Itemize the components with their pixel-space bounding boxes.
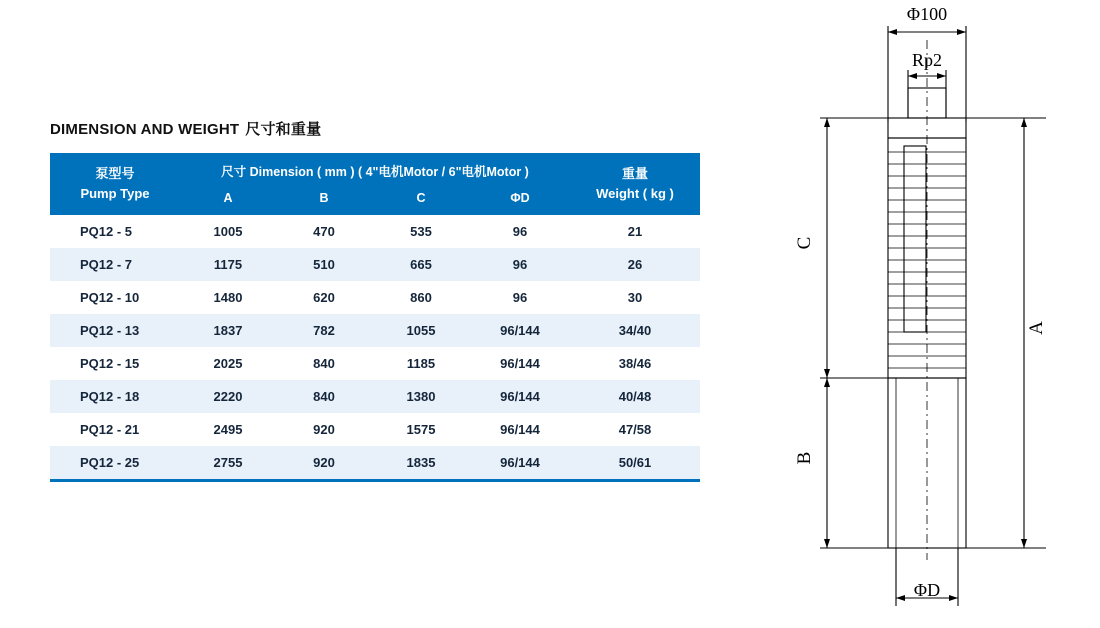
page-title-en: DIMENSION AND WEIGHT (50, 121, 240, 138)
column-header-dimension-group: 尺寸 Dimension ( mm ) ( 4"电机Motor / 6"电机Motor ) (180, 153, 570, 187)
stage-hatching (888, 152, 966, 368)
cell-c: 860 (372, 281, 470, 314)
dimension-weight-block (50, 118, 700, 482)
cell-b: 840 (276, 347, 372, 380)
cell-weight: 30 (570, 281, 700, 314)
inner-shaft-sleeve (904, 146, 926, 332)
cell-b: 840 (276, 380, 372, 413)
table-row (50, 347, 700, 380)
cell-a: 2755 (180, 446, 276, 479)
cell-weight: 47/58 (570, 413, 700, 446)
cell-c: 535 (372, 215, 470, 248)
cell-pump-type: PQ12 - 7 (50, 248, 180, 281)
cell-weight: 50/61 (570, 446, 700, 479)
cell-d: 96/144 (470, 446, 570, 479)
column-header-pump-type-cn: 泵型号 (95, 165, 135, 181)
cell-a: 1837 (180, 314, 276, 347)
cell-pump-type: PQ12 - 15 (50, 347, 180, 380)
page-title (50, 118, 700, 139)
column-header-d: ΦD (470, 187, 570, 215)
column-header-a: A (180, 187, 276, 215)
cell-b: 470 (276, 215, 372, 248)
cell-c: 1835 (372, 446, 470, 479)
label-c: C (794, 236, 815, 250)
cell-b: 920 (276, 413, 372, 446)
cell-a: 2220 (180, 380, 276, 413)
table-row (50, 215, 700, 248)
cell-pump-type: PQ12 - 18 (50, 380, 180, 413)
cell-d: 96 (470, 281, 570, 314)
cell-weight: 21 (570, 215, 700, 248)
cell-c: 1380 (372, 380, 470, 413)
cell-d: 96/144 (470, 347, 570, 380)
label-a: A (1026, 321, 1047, 335)
column-header-pump-type (50, 153, 180, 215)
cell-b: 510 (276, 248, 372, 281)
table-header (50, 153, 700, 215)
table-body (50, 215, 700, 479)
cell-pump-type: PQ12 - 21 (50, 413, 180, 446)
column-header-weight (570, 153, 700, 215)
cell-pump-type: PQ12 - 13 (50, 314, 180, 347)
cell-b: 920 (276, 446, 372, 479)
cell-a: 1480 (180, 281, 276, 314)
cell-d: 96/144 (470, 380, 570, 413)
cell-weight: 34/40 (570, 314, 700, 347)
cell-c: 665 (372, 248, 470, 281)
table-row (50, 413, 700, 446)
label-phi100: Φ100 (906, 4, 948, 24)
cell-c: 1575 (372, 413, 470, 446)
table-row (50, 248, 700, 281)
cell-d: 96/144 (470, 413, 570, 446)
pump-dimension-drawing (770, 0, 1100, 628)
label-rp2: Rp2 (911, 50, 943, 70)
table-row (50, 314, 700, 347)
cell-c: 1055 (372, 314, 470, 347)
cell-pump-type: PQ12 - 25 (50, 446, 180, 479)
cell-d: 96/144 (470, 314, 570, 347)
cell-b: 782 (276, 314, 372, 347)
cell-weight: 38/46 (570, 347, 700, 380)
cell-pump-type: PQ12 - 10 (50, 281, 180, 314)
cell-a: 1175 (180, 248, 276, 281)
column-header-b: B (276, 187, 372, 215)
table-row (50, 380, 700, 413)
cell-weight: 26 (570, 248, 700, 281)
cell-pump-type: PQ12 - 5 (50, 215, 180, 248)
cell-c: 1185 (372, 347, 470, 380)
cell-d: 96 (470, 215, 570, 248)
table-bottom-rule (50, 479, 700, 482)
cell-d: 96 (470, 248, 570, 281)
cell-a: 2495 (180, 413, 276, 446)
column-header-c: C (372, 187, 470, 215)
table-row (50, 281, 700, 314)
table-row (50, 446, 700, 479)
label-phid: ΦD (913, 580, 941, 600)
dimension-table (50, 153, 700, 479)
cell-a: 1005 (180, 215, 276, 248)
column-header-pump-type-en: Pump Type (80, 186, 150, 201)
cell-weight: 40/48 (570, 380, 700, 413)
label-b: B (794, 451, 815, 465)
page-title-cn: 尺寸和重量 (245, 121, 322, 138)
column-header-weight-en: Weight ( kg ) (596, 186, 674, 201)
cell-b: 620 (276, 281, 372, 314)
cell-a: 2025 (180, 347, 276, 380)
column-header-weight-cn: 重量 (621, 165, 648, 181)
